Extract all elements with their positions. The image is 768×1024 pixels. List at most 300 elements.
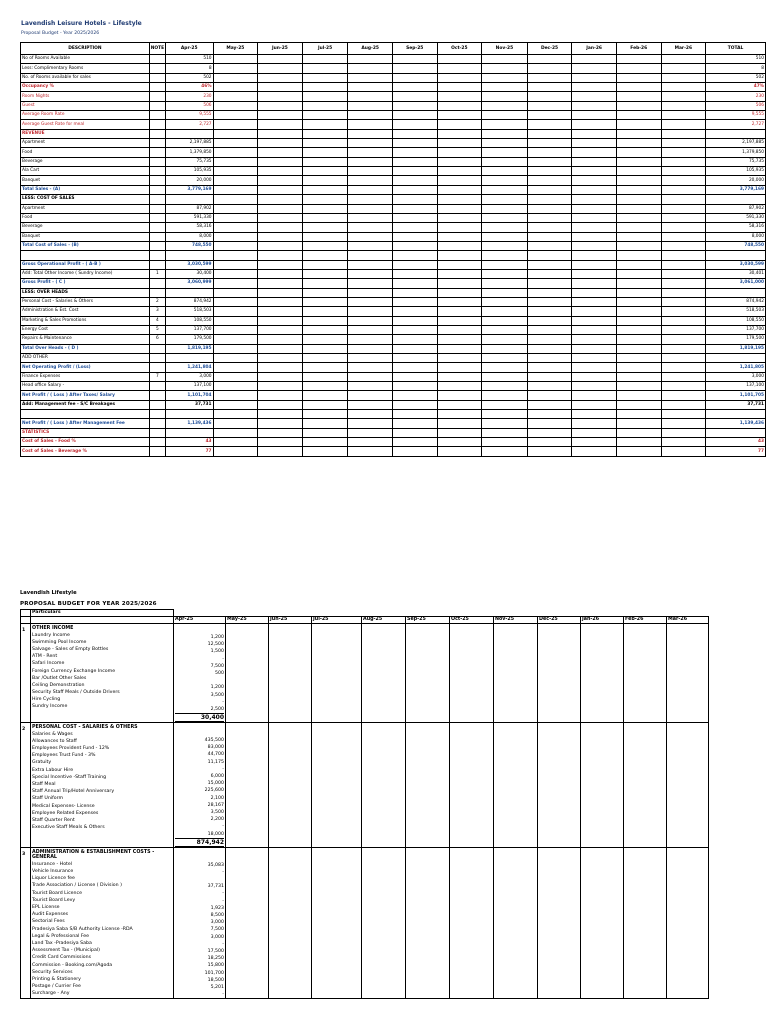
table-cell xyxy=(392,438,437,447)
line-item-label: Staff Annual Trip/Hotel Anniversary xyxy=(32,789,115,795)
table-cell xyxy=(661,297,706,306)
table-cell xyxy=(482,139,528,148)
line-item-value xyxy=(175,876,224,883)
column-header: Apr-25 xyxy=(165,43,213,55)
table-cell xyxy=(258,73,303,82)
table-cell xyxy=(258,129,303,138)
table-cell xyxy=(392,111,437,120)
table-cell: 179,500 xyxy=(706,335,766,344)
line-item-value: 3,500 xyxy=(210,692,224,698)
table-cell xyxy=(527,176,572,185)
heading-spacer xyxy=(175,624,224,634)
table-cell: 75,735 xyxy=(706,157,766,166)
table-cell xyxy=(302,139,348,148)
table-cell xyxy=(527,410,572,419)
table-cell xyxy=(616,64,661,73)
table-cell xyxy=(437,148,482,157)
table-cell xyxy=(392,232,437,241)
line-item-label: Commission - Booking.com/Agoda xyxy=(32,962,113,968)
table-row xyxy=(21,325,766,334)
table-cell xyxy=(527,307,572,316)
table-cell xyxy=(149,176,165,185)
table-cell xyxy=(527,438,572,447)
month-cell xyxy=(406,723,450,848)
table-cell xyxy=(213,83,258,92)
line-item-value: - xyxy=(222,992,224,998)
table-cell xyxy=(213,372,258,381)
table-cell xyxy=(392,297,437,306)
table-cell: 20,000 xyxy=(165,176,213,185)
line-item-value: 225,600 xyxy=(204,788,224,794)
table-cell: 3,061,000 xyxy=(706,279,766,288)
table-cell xyxy=(661,139,706,148)
table-cell xyxy=(482,372,528,381)
table-cell: Add: Total Other Income ( Sundry Income) xyxy=(21,269,150,278)
table-cell xyxy=(348,157,393,166)
month-header: Sep-25 xyxy=(406,617,450,624)
table-cell: Cost of Sales - Food % xyxy=(21,438,150,447)
table-cell: 3,000 xyxy=(165,372,213,381)
table-cell xyxy=(302,120,348,129)
table-cell xyxy=(437,64,482,73)
line-item-value: 1,200 xyxy=(210,635,224,640)
table-cell xyxy=(482,204,528,213)
table-cell xyxy=(572,428,617,437)
table-cell xyxy=(302,167,348,176)
table-row xyxy=(21,167,766,176)
table-cell xyxy=(348,139,393,148)
line-item-value: 3,000 xyxy=(210,920,224,926)
table-cell: 2,727 xyxy=(706,120,766,129)
table-cell xyxy=(482,260,528,269)
table-cell xyxy=(661,83,706,92)
table-cell xyxy=(661,120,706,129)
table-cell xyxy=(258,55,303,64)
table-cell xyxy=(348,410,393,419)
table-cell xyxy=(482,120,528,129)
table-cell xyxy=(302,325,348,334)
table-cell xyxy=(482,419,528,428)
table-cell xyxy=(616,111,661,120)
table-cell xyxy=(149,363,165,372)
line-item-label: Laundry Income xyxy=(32,632,70,638)
table-cell xyxy=(616,120,661,129)
table-cell xyxy=(348,55,393,64)
table-cell: 47% xyxy=(706,83,766,92)
table-cell xyxy=(213,167,258,176)
column-header: Jan-26 xyxy=(572,43,617,55)
table-cell: 2,197,885 xyxy=(165,139,213,148)
table-cell xyxy=(482,251,528,260)
table-cell xyxy=(348,223,393,232)
table-cell xyxy=(616,382,661,391)
table-cell xyxy=(149,101,165,110)
table-cell xyxy=(258,325,303,334)
line-item-label: Surcharge - Any xyxy=(32,991,70,997)
table-cell: Banquet xyxy=(21,232,150,241)
table-row xyxy=(21,176,766,185)
table-cell xyxy=(661,288,706,297)
table-cell xyxy=(527,428,572,437)
table-cell xyxy=(392,92,437,101)
table-cell xyxy=(437,120,482,129)
table-cell xyxy=(302,335,348,344)
table-cell xyxy=(437,269,482,278)
table-cell xyxy=(348,120,393,129)
table-cell xyxy=(616,372,661,381)
line-item-value: 5,201 xyxy=(210,984,224,990)
table-cell xyxy=(661,251,706,260)
table-cell xyxy=(437,419,482,428)
total-spacer xyxy=(32,711,172,718)
line-item-label: Tourist Board Levy xyxy=(32,897,76,903)
line-item-label: Allowances to Staff xyxy=(32,738,77,744)
table-cell xyxy=(165,129,213,138)
line-item-label: Land Tax -Pradesiya Saba xyxy=(32,940,92,946)
table-cell xyxy=(661,148,706,157)
table-cell xyxy=(572,400,617,409)
column-header: DESCRIPTION xyxy=(21,43,150,55)
table-cell: 3,779,169 xyxy=(706,185,766,194)
table-cell xyxy=(482,363,528,372)
table-cell: 8 xyxy=(706,64,766,73)
table-cell xyxy=(165,410,213,419)
table-cell xyxy=(392,307,437,316)
table-cell xyxy=(258,391,303,400)
month-cell xyxy=(494,847,538,999)
group-values xyxy=(174,624,226,723)
column-header: Mar-26 xyxy=(661,43,706,55)
table-cell xyxy=(616,213,661,222)
table-cell xyxy=(572,391,617,400)
line-item-value: 2,100 xyxy=(210,795,224,801)
table-cell xyxy=(149,64,165,73)
table-cell xyxy=(149,73,165,82)
table-cell xyxy=(149,391,165,400)
table-cell xyxy=(661,55,706,64)
table-cell xyxy=(348,447,393,456)
table-cell: Food xyxy=(21,213,150,222)
table-cell xyxy=(213,344,258,353)
table-cell xyxy=(572,382,617,391)
table-cell xyxy=(392,167,437,176)
line-item-label: Security Staff Meals / Outside Drivers xyxy=(32,690,120,696)
table-cell: Administration & Est. Cost xyxy=(21,307,150,316)
table-cell xyxy=(21,410,150,419)
table-cell: 591,330 xyxy=(706,213,766,222)
table-cell xyxy=(348,279,393,288)
table-cell xyxy=(258,213,303,222)
table-cell: 37,731 xyxy=(165,400,213,409)
line-item-value: - xyxy=(222,656,224,662)
table-cell xyxy=(302,92,348,101)
table-cell xyxy=(482,447,528,456)
table-cell: 2,197,885 xyxy=(706,139,766,148)
group-heading: OTHER INCOME xyxy=(32,626,74,631)
group-number: 2 xyxy=(21,723,31,848)
line-item-value: 17,500 xyxy=(207,948,224,954)
table-cell: No. of Rooms available for sales xyxy=(21,73,150,82)
table-row xyxy=(21,55,766,64)
table-cell xyxy=(213,139,258,148)
table-cell: 58,316 xyxy=(165,223,213,232)
month-cell xyxy=(667,624,709,723)
line-item-value: 37,731 xyxy=(207,884,224,890)
table-cell xyxy=(213,148,258,157)
line-item-label: Salvage - Sales of Empty Bottles xyxy=(32,646,109,652)
table-cell xyxy=(302,232,348,241)
budget-detail-table xyxy=(20,609,709,999)
table-cell xyxy=(572,297,617,306)
table-cell xyxy=(392,372,437,381)
table-row xyxy=(21,241,766,250)
table-cell xyxy=(437,55,482,64)
table-cell xyxy=(572,419,617,428)
table-cell xyxy=(348,335,393,344)
table-cell xyxy=(572,213,617,222)
table-cell xyxy=(616,325,661,334)
table-cell xyxy=(348,400,393,409)
table-cell xyxy=(616,129,661,138)
table-cell xyxy=(572,344,617,353)
table-cell xyxy=(616,391,661,400)
table-cell xyxy=(348,83,393,92)
table-cell xyxy=(149,279,165,288)
table-cell xyxy=(572,83,617,92)
table-cell xyxy=(616,316,661,325)
table-cell xyxy=(572,55,617,64)
month-cell xyxy=(581,723,624,848)
table-cell xyxy=(527,279,572,288)
table-cell xyxy=(527,64,572,73)
table-cell xyxy=(661,372,706,381)
table-cell xyxy=(213,176,258,185)
table-cell xyxy=(213,382,258,391)
table-cell: Net Profit / ( Loss ) After Taxes/ Salary xyxy=(21,391,150,400)
table-cell xyxy=(302,307,348,316)
table-cell: 230 xyxy=(165,92,213,101)
table-cell xyxy=(661,419,706,428)
table-cell xyxy=(661,447,706,456)
table-cell xyxy=(258,92,303,101)
table-cell xyxy=(392,288,437,297)
table-cell xyxy=(149,92,165,101)
table-cell xyxy=(572,335,617,344)
table-cell xyxy=(348,307,393,316)
table-cell: 137,700 xyxy=(706,325,766,334)
table-cell xyxy=(258,428,303,437)
table-cell xyxy=(437,372,482,381)
column-header: Sep-25 xyxy=(392,43,437,55)
heading-spacer xyxy=(175,723,224,737)
table-cell xyxy=(437,297,482,306)
table-row xyxy=(21,447,766,456)
line-item-value: 6,000 xyxy=(210,774,224,779)
table-cell: 20,000 xyxy=(706,176,766,185)
budget-summary-table xyxy=(20,42,766,457)
table-cell: 1,139,436 xyxy=(165,419,213,428)
table-cell: Net Profit / ( Loss ) After Management Fee xyxy=(21,419,150,428)
table-cell xyxy=(482,83,528,92)
table-cell: 502 xyxy=(706,73,766,82)
table-cell xyxy=(482,288,528,297)
table-cell xyxy=(258,316,303,325)
table-cell: 87,902 xyxy=(165,204,213,213)
month-header: Oct-25 xyxy=(450,617,494,624)
table-cell xyxy=(482,297,528,306)
line-item-label: Employee Related Expenses xyxy=(32,810,99,816)
table-cell xyxy=(392,316,437,325)
table-cell xyxy=(437,129,482,138)
table-cell xyxy=(572,241,617,250)
table-cell xyxy=(527,120,572,129)
table-cell xyxy=(258,185,303,194)
table-row xyxy=(21,297,766,306)
table-cell xyxy=(213,391,258,400)
line-item-label: Salaries & Wages xyxy=(32,731,73,737)
table-cell xyxy=(348,288,393,297)
table-cell xyxy=(616,438,661,447)
table-cell xyxy=(149,195,165,204)
table-row xyxy=(21,363,766,372)
table-cell xyxy=(258,83,303,92)
table-cell xyxy=(437,223,482,232)
table-cell xyxy=(661,438,706,447)
table-cell xyxy=(392,120,437,129)
table-cell xyxy=(149,410,165,419)
table-cell: Total Sales - (A) xyxy=(21,185,150,194)
month-header: Nov-25 xyxy=(494,617,538,624)
table-cell xyxy=(661,269,706,278)
month-cell xyxy=(581,624,624,723)
table-cell xyxy=(437,428,482,437)
line-item-label: Employees Provident Fund - 12% xyxy=(32,746,110,752)
table-cell xyxy=(482,176,528,185)
table-cell xyxy=(258,288,303,297)
table-cell xyxy=(437,354,482,363)
line-item-value: 15,800 xyxy=(207,963,224,969)
table-cell xyxy=(616,297,661,306)
table-cell xyxy=(302,157,348,166)
table-cell: 8,000 xyxy=(706,232,766,241)
table-cell xyxy=(482,307,528,316)
table-cell: 30,401 xyxy=(706,269,766,278)
month-cell xyxy=(312,723,362,848)
table-row xyxy=(21,354,766,363)
table-cell xyxy=(482,382,528,391)
table-cell xyxy=(527,372,572,381)
table-cell xyxy=(348,316,393,325)
table-cell xyxy=(258,101,303,110)
table-cell xyxy=(348,111,393,120)
table-cell xyxy=(302,129,348,138)
table-cell xyxy=(572,363,617,372)
table-row xyxy=(21,428,766,437)
table-cell xyxy=(661,204,706,213)
table-cell xyxy=(302,382,348,391)
table-cell xyxy=(21,251,150,260)
table-cell xyxy=(213,260,258,269)
table-cell xyxy=(165,428,213,437)
column-header: TOTAL xyxy=(706,43,766,55)
month-cell xyxy=(624,624,667,723)
table-cell xyxy=(302,195,348,204)
table-cell xyxy=(572,251,617,260)
table-cell xyxy=(213,120,258,129)
table-cell xyxy=(392,204,437,213)
table-cell xyxy=(348,129,393,138)
table-cell: 8,000 xyxy=(165,232,213,241)
line-item-value: 7,500 xyxy=(210,927,224,933)
table-cell xyxy=(437,410,482,419)
line-item-value: 101,700 xyxy=(204,970,224,976)
month-cell xyxy=(450,723,494,848)
table-row xyxy=(21,438,766,447)
table-cell: 874,942 xyxy=(706,297,766,306)
group-labels xyxy=(31,624,174,723)
table-cell xyxy=(213,213,258,222)
table-row xyxy=(21,260,766,269)
table-cell: 1 xyxy=(149,269,165,278)
table-cell xyxy=(213,438,258,447)
table-cell xyxy=(302,64,348,73)
table-cell xyxy=(149,185,165,194)
line-item-value: 12,500 xyxy=(207,642,224,648)
table-cell: Apartment xyxy=(21,204,150,213)
table-cell xyxy=(437,185,482,194)
table-cell xyxy=(302,400,348,409)
table-cell xyxy=(616,279,661,288)
line-item-value: 2,200 xyxy=(210,817,224,823)
column-header: Oct-25 xyxy=(437,43,482,55)
table-cell xyxy=(572,307,617,316)
table-row xyxy=(21,120,766,129)
table-cell xyxy=(616,73,661,82)
column-header: Aug-25 xyxy=(348,43,393,55)
table-cell xyxy=(482,73,528,82)
table-row xyxy=(21,410,766,419)
table-cell xyxy=(661,344,706,353)
table-row xyxy=(21,400,766,409)
table-cell xyxy=(437,157,482,166)
table-cell xyxy=(149,223,165,232)
table-cell xyxy=(165,195,213,204)
table-cell xyxy=(482,213,528,222)
table-cell xyxy=(572,185,617,194)
table-cell xyxy=(258,195,303,204)
table-row xyxy=(21,419,766,428)
table-cell xyxy=(661,213,706,222)
table-cell: 1,819,195 xyxy=(165,344,213,353)
table-cell xyxy=(213,269,258,278)
table-cell xyxy=(482,410,528,419)
table-cell xyxy=(348,148,393,157)
table-cell xyxy=(302,251,348,260)
table-cell xyxy=(348,363,393,372)
table-cell: 1,139,436 xyxy=(706,419,766,428)
table-cell xyxy=(258,120,303,129)
table-cell xyxy=(348,344,393,353)
line-item-value: 3,500 xyxy=(210,809,224,815)
table-cell xyxy=(572,372,617,381)
month-cell xyxy=(312,624,362,723)
table-cell xyxy=(302,204,348,213)
table-cell xyxy=(302,419,348,428)
table-cell: Beverage xyxy=(21,223,150,232)
table-cell xyxy=(437,279,482,288)
table-cell xyxy=(437,204,482,213)
table-row xyxy=(21,64,766,73)
